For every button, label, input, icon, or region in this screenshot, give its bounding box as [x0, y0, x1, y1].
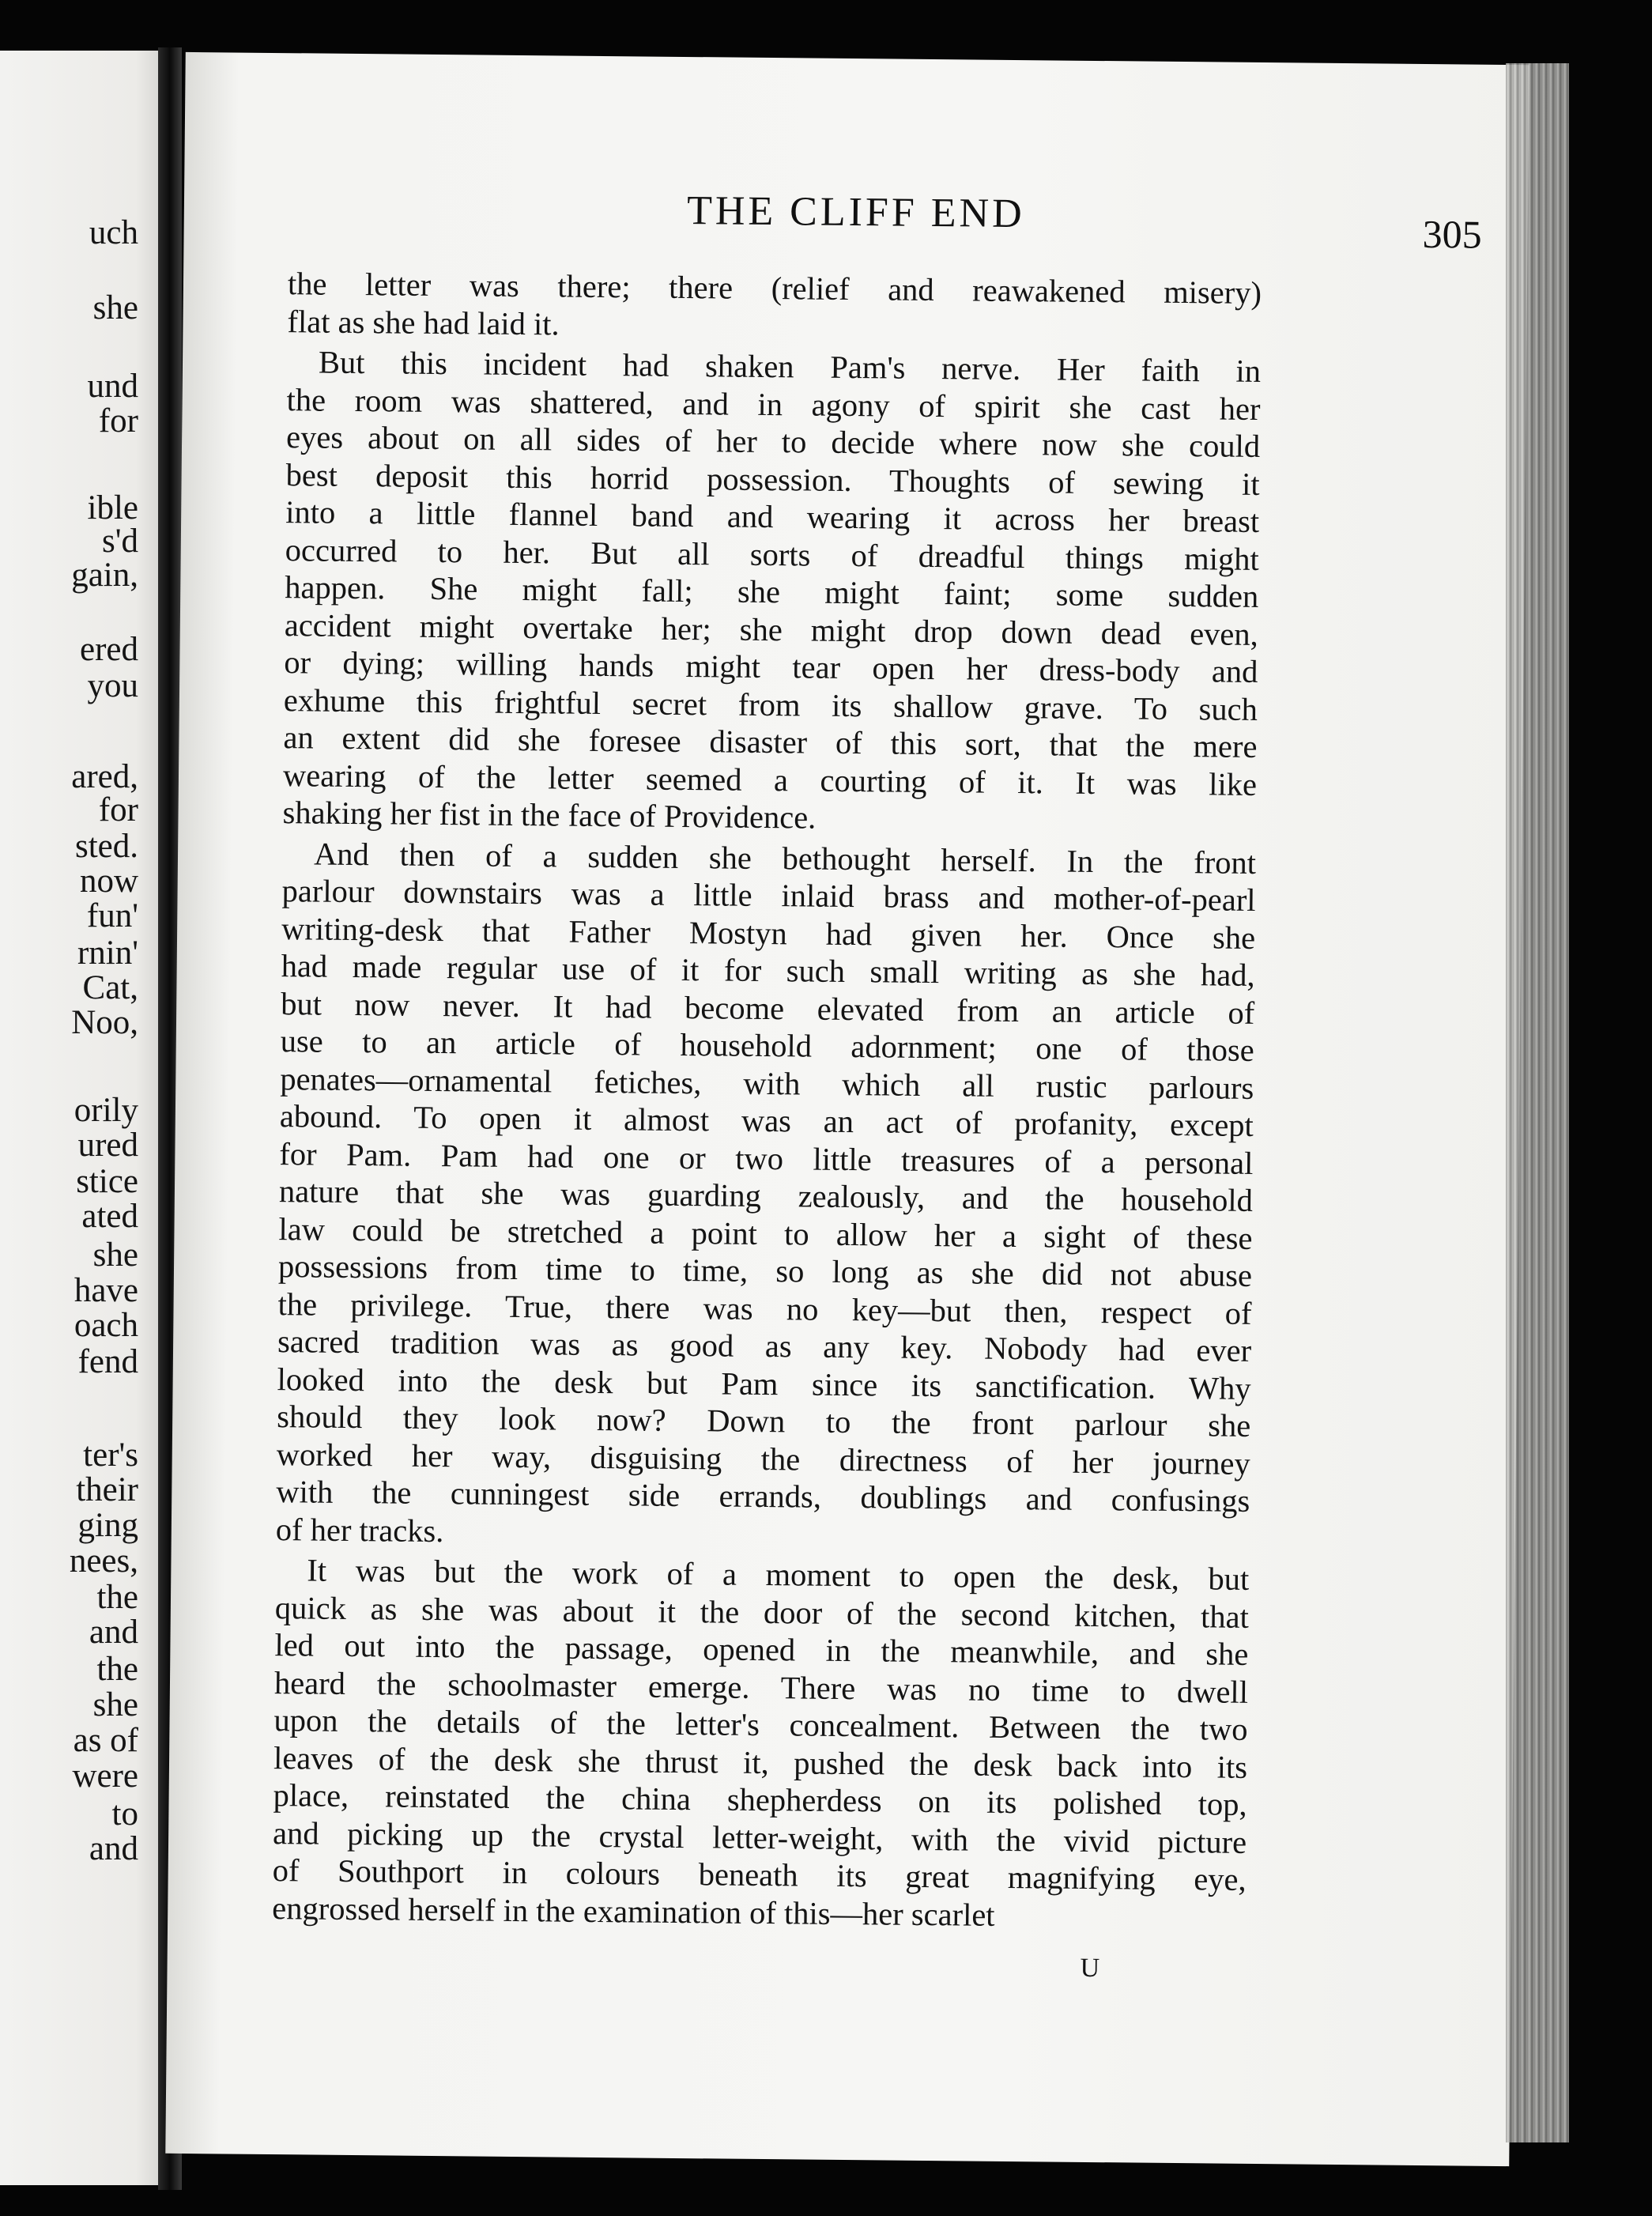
body-text-line: into a little flannel band and wearing it across her breast — [285, 494, 1260, 539]
body-text-line: leaves of the desk she thrust it, pushed the desk back into its — [273, 1739, 1248, 1785]
left-page-line-fragment: gain, — [71, 557, 138, 594]
body-text-line: accident might overtake her; she might drop down dead even, — [284, 606, 1259, 652]
body-text-line: shaking her fist in the face of Providence. — [282, 795, 817, 836]
body-text-line: happen. She might fall; she might faint; some sudden — [285, 569, 1259, 614]
right-page — [165, 52, 1529, 2166]
left-page-line-fragment: she — [92, 289, 138, 327]
body-text-line: quick as she was about it the door of the second kitchen, that — [274, 1589, 1250, 1635]
left-page-line-fragment: Noo, — [71, 1004, 138, 1041]
left-page-line-fragment: nees, — [69, 1542, 138, 1580]
left-page-line-fragment: orily — [74, 1092, 138, 1129]
left-page-line-fragment: the — [96, 1579, 138, 1616]
body-text-line: And then of a sudden she bethought herself. In the front — [313, 836, 1257, 881]
left-page-line-fragment: fun' — [86, 897, 138, 934]
left-page — [0, 51, 170, 2185]
left-page-line-fragment: stice — [76, 1163, 138, 1200]
left-page-line-fragment: have — [74, 1272, 138, 1309]
left-page-line-fragment: and — [89, 1830, 138, 1867]
page-block-edge — [1506, 63, 1569, 2142]
body-text-line: law could be stretched a point to allow her a sight of these — [278, 1210, 1253, 1256]
left-page-line-fragment: and — [89, 1614, 138, 1651]
left-page-line-fragment: ered — [80, 631, 138, 668]
left-page-line-fragment: fend — [77, 1343, 138, 1380]
left-page-line-fragment: the — [96, 1651, 138, 1688]
body-text-line: heard the schoolmaster emerge. There was no time to dwell — [273, 1664, 1249, 1710]
body-text-line: looked into the desk but Pam since its sanctification. Why — [277, 1361, 1251, 1406]
left-page-line-fragment: uch — [89, 214, 138, 251]
left-page-line-fragment: ared, — [71, 758, 138, 795]
left-page-line-fragment: she — [92, 1686, 138, 1723]
body-text-line: for Pam. Pam had one or two little treasures of a personal — [279, 1135, 1254, 1181]
left-page-line-fragment: s'd — [102, 523, 138, 560]
body-text-line: upon the details of the letter's concealment. Between the two — [273, 1702, 1248, 1747]
body-text-line: parlour downstairs was a little inlaid brass and mother-of-pearl — [281, 873, 1256, 918]
body-text-line: and picking up the crystal letter-weight, with the vivid picture — [272, 1814, 1247, 1860]
body-text-line: or dying; willing hands might tear open her dress-body and — [284, 644, 1258, 689]
body-text-line: of Southport in colours beneath its great magnifying eye, — [272, 1852, 1247, 1897]
body-text-line: flat as she had laid it. — [287, 303, 560, 342]
body-text — [272, 265, 1262, 1936]
left-page-line-fragment: und — [87, 368, 138, 405]
left-page-line-fragment: sted. — [74, 828, 138, 865]
body-text-line: with the cunningest side errands, doublings and confusings — [276, 1474, 1250, 1519]
left-page-line-fragment: now — [79, 863, 138, 900]
left-page-line-fragment: she — [92, 1236, 138, 1274]
body-text-line: But this incident had shaken Pam's nerve. Her faith in — [318, 344, 1262, 389]
body-text-line: wearing of the letter seemed a courting of it. It was like — [282, 757, 1258, 802]
body-text-line: but now never. It had become elevated from an article of — [281, 985, 1255, 1031]
left-page-line-fragment: oach — [74, 1307, 138, 1344]
body-text-line: exhume this frightful secret from its shallow grave. To such — [283, 681, 1258, 727]
body-text-line: writing-desk that Father Mostyn had given her. Once she — [281, 910, 1256, 956]
page-number: 305 — [1422, 211, 1482, 257]
left-page-line-fragment: for — [98, 791, 138, 829]
left-page-line-fragment: as of — [73, 1722, 138, 1759]
left-page-line-fragment: their — [76, 1471, 138, 1508]
left-page-line-fragment: ter's — [83, 1436, 138, 1474]
left-page-line-fragment: to — [111, 1795, 138, 1833]
left-page-line-fragment: ible — [87, 489, 138, 527]
body-text-line: eyes about on all sides of her to decide where now she could — [285, 419, 1261, 464]
left-page-line-fragment: rnin' — [77, 934, 138, 972]
left-page-line-fragment: ured — [77, 1127, 138, 1164]
body-text-line: the letter was there; there (relief and reawakened misery) — [287, 266, 1262, 311]
body-text-line: an extent did she foresee disaster of this sort, that the mere — [283, 719, 1258, 764]
body-text-line: It was but the work of a moment to open the desk, but — [307, 1552, 1250, 1597]
body-text-line: nature that she was guarding zealously, and the household — [278, 1173, 1254, 1218]
body-text-line: worked her way, disguising the directness of her journey — [276, 1436, 1250, 1482]
running-head: THE CLIFF END — [686, 188, 1025, 237]
body-text-line: best deposit this horrid possession. Thoughts of sewing it — [285, 456, 1260, 502]
left-page-line-fragment: Cat, — [82, 969, 138, 1006]
left-page-line-fragment: ated — [81, 1198, 138, 1235]
left-page-line-fragment: you — [87, 667, 138, 704]
body-text-line: led out into the passage, opened in the meanwhile, and she — [274, 1627, 1249, 1672]
body-text-line: sacred tradition was as good as any key. Nobody had ever — [277, 1323, 1252, 1368]
body-text-line: had made regular use of it for such small writing as she had, — [281, 948, 1255, 993]
left-page-line-fragment: ging — [77, 1507, 138, 1544]
body-text-line: occurred to her. But all sorts of dreadful things might — [285, 531, 1259, 577]
signature-mark: U — [1080, 1953, 1100, 1984]
body-text-line: place, reinstated the china shepherdess on its polished top, — [273, 1777, 1247, 1822]
body-text-line: penates—ornamental fetiches, with which all rustic parlours — [280, 1060, 1254, 1106]
body-text-line: the room was shattered, and in agony of spirit she cast her — [286, 381, 1261, 427]
left-page-line-fragment: for — [98, 402, 138, 440]
body-text-line: engrossed herself in the examination of this—her scarlet — [272, 1889, 995, 1933]
left-page-line-fragment: were — [72, 1757, 138, 1795]
body-text-line: of her tracks. — [275, 1511, 444, 1549]
body-text-line: the privilege. True, there was no key—but then, respect of — [277, 1285, 1252, 1331]
body-text-line: should they look now? Down to the front parlour she — [277, 1399, 1251, 1444]
body-text-line: possessions from time to time, so long as she did not abuse — [277, 1248, 1253, 1293]
body-text-line: abound. To open it almost was an act of profanity, except — [279, 1098, 1254, 1143]
body-text-line: use to an article of household adornment; one of those — [280, 1023, 1254, 1068]
